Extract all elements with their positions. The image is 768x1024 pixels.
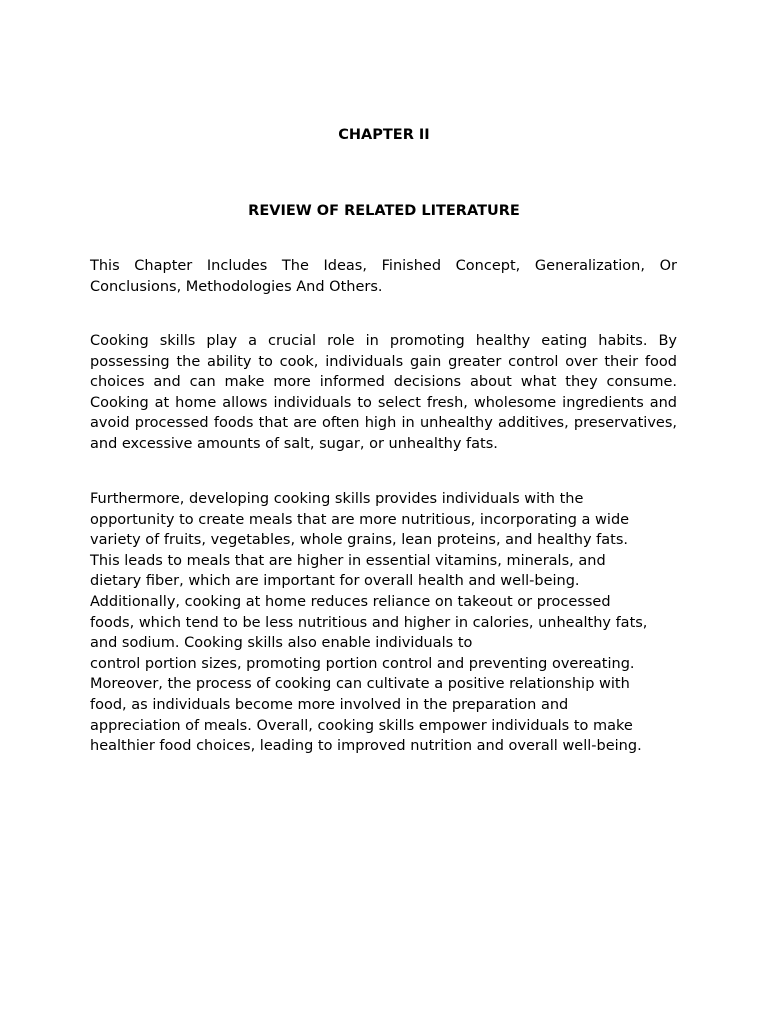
paragraph-line: food, as individuals become more involved in the preparation and	[90, 696, 569, 713]
intro-paragraph: This Chapter Includes The Ideas, Finished Concept, Generalization, Or Conclusions, Methodologies And Others.	[90, 258, 677, 295]
paragraph-line: appreciation of meals. Overall, cooking skills empower individuals to make	[90, 717, 633, 734]
paragraph-line: Furthermore, developing cooking skills provides individuals with the	[90, 491, 584, 507]
paragraph-line: opportunity to create meals that are more nutritious, incorporating a wide	[90, 511, 630, 528]
chapter-heading: CHAPTER II	[338, 127, 430, 143]
paragraph-line: Additionally, cooking at home reduces reliance on takeout or processed	[90, 593, 611, 610]
paragraph-line: healthier food choices, leading to improved nutrition and overall well-being.	[90, 738, 642, 755]
paragraph-line: This leads to meals that are higher in essential vitamins, minerals, and	[90, 552, 606, 569]
paragraph-line: Moreover, the process of cooking can cultivate a positive relationship with	[90, 676, 630, 693]
body-paragraph-cooking-skills: Cooking skills play a crucial role in promoting healthy eating habits. By possessing the ability to cook, individuals gain greater control over their food choices and can make more informed decisions about what they consume. Cooking at home allows individuals to select fresh, wholesome ingredients and avoid processed foods that are often high in unhealthy additives, preservatives, and excessive amounts of salt, sugar, or unhealthy fats.	[90, 333, 677, 452]
paragraph-line: control portion sizes, promoting portion control and preventing overeating.	[90, 655, 635, 672]
paragraph-line: foods, which tend to be less nutritious and higher in calories, unhealthy fats,	[90, 614, 648, 631]
paragraph-line: variety of fruits, vegetables, whole grains, lean proteins, and healthy fats.	[90, 532, 628, 549]
body-paragraph-furthermore	[90, 489, 677, 757]
section-title: REVIEW OF RELATED LITERATURE	[248, 203, 520, 219]
paragraph-line: dietary fiber, which are important for overall health and well-being.	[90, 573, 580, 590]
paragraph-line: and sodium. Cooking skills also enable individuals to	[90, 635, 473, 652]
